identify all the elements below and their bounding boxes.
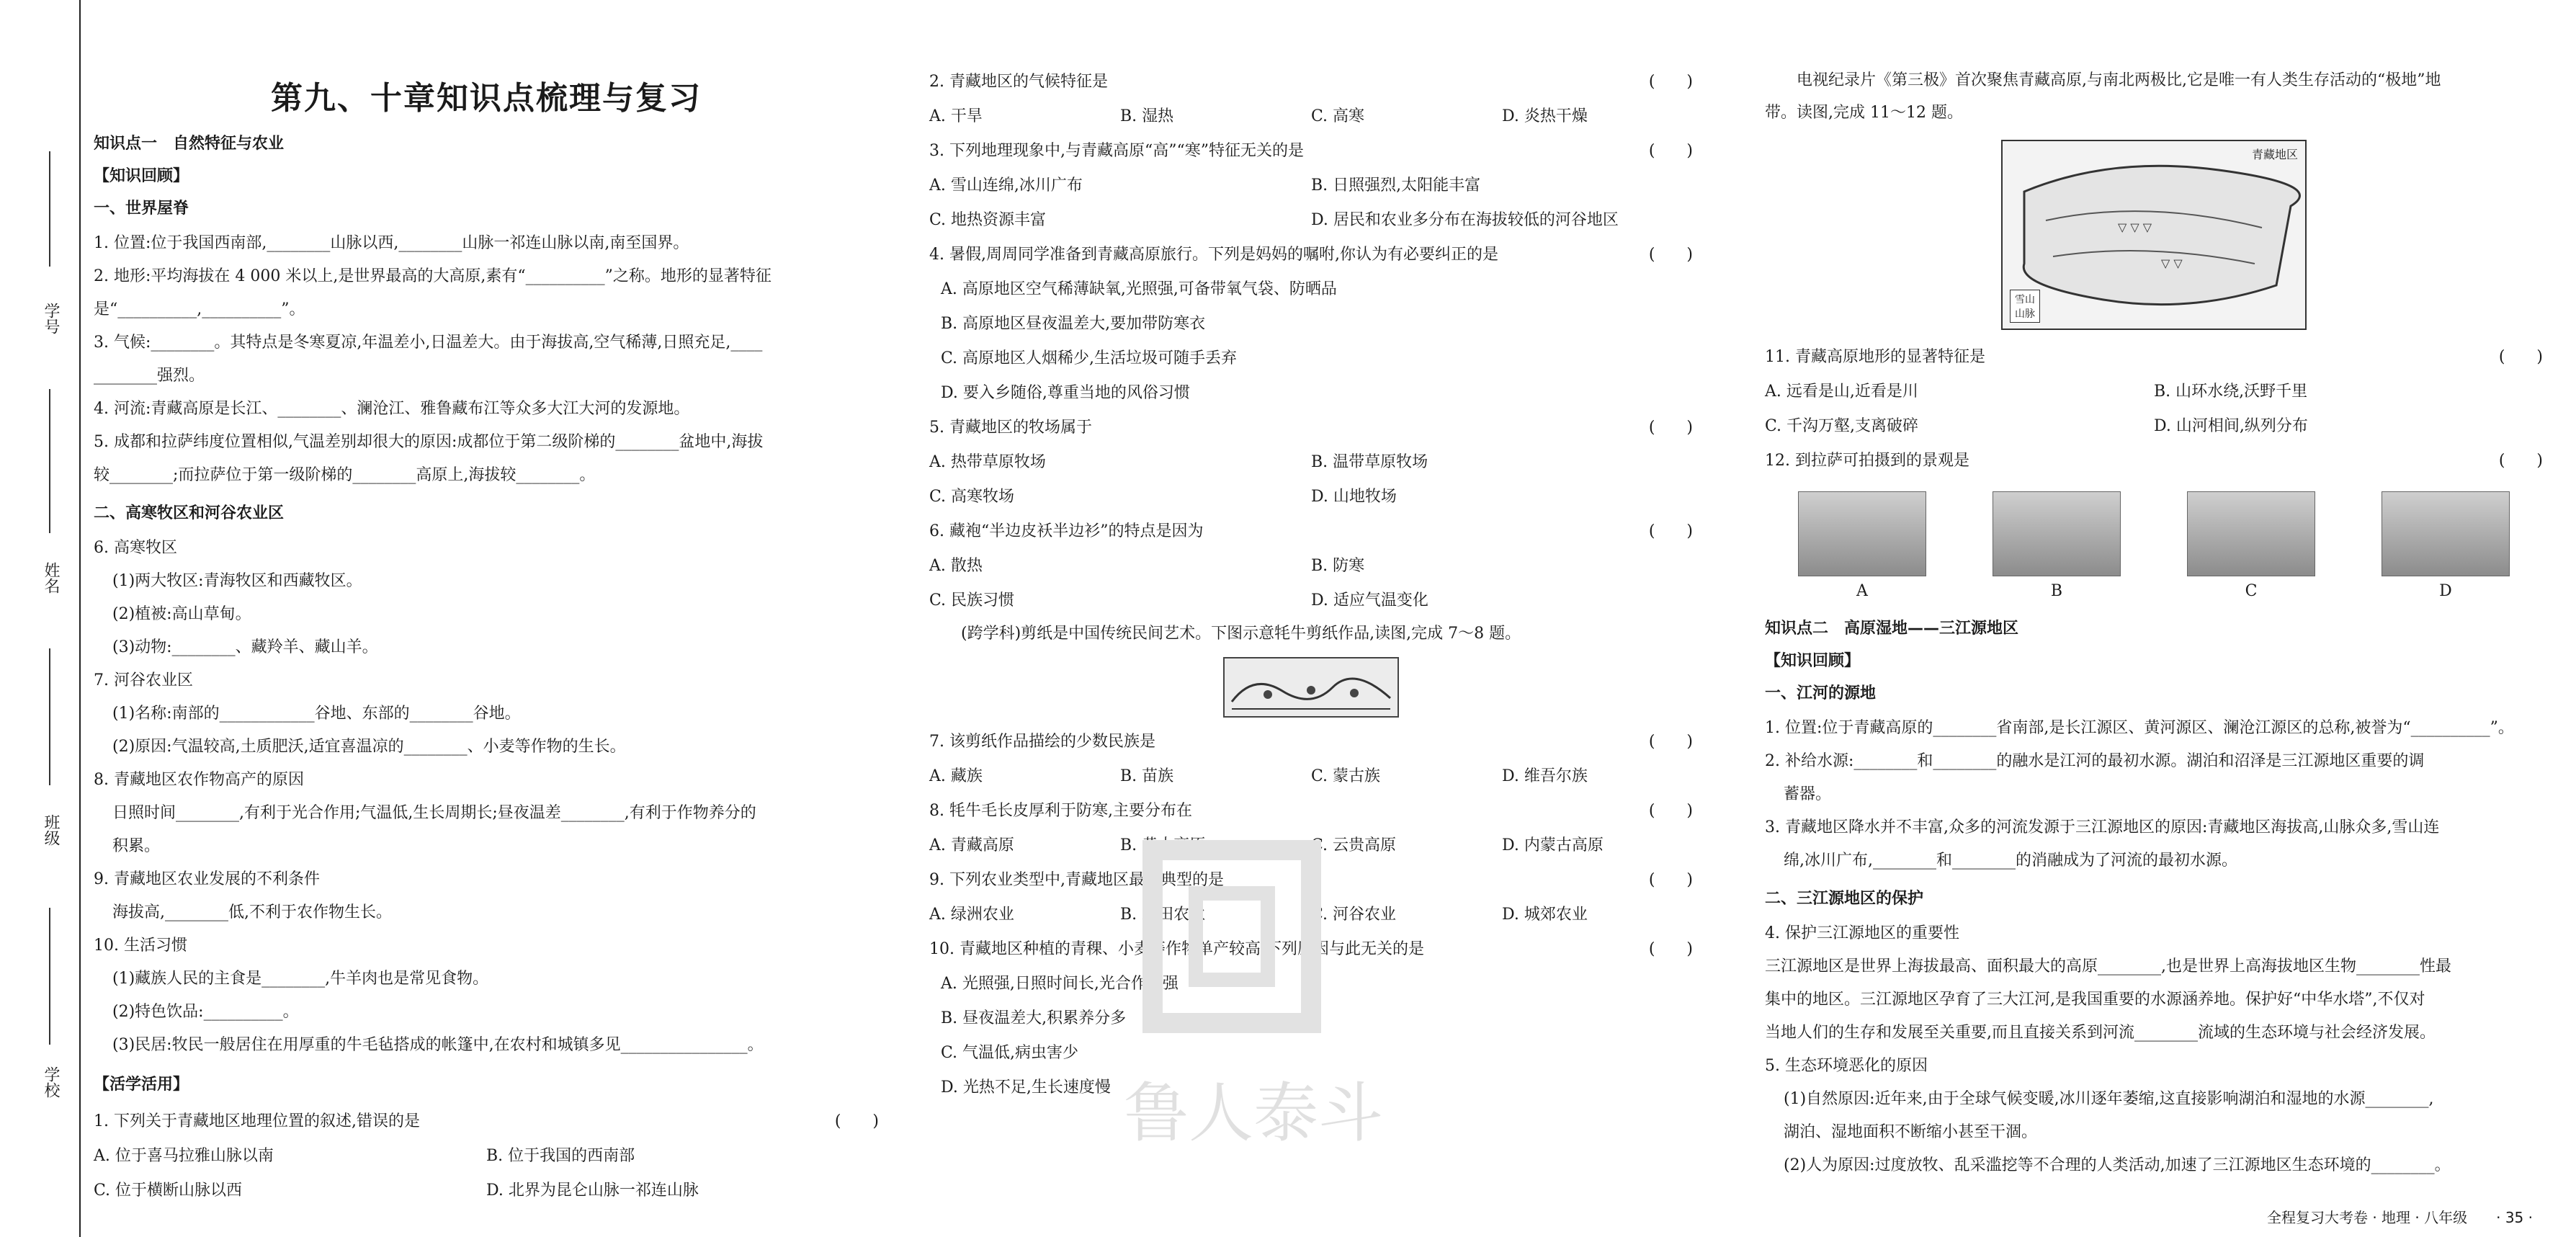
knowledge-line: 1. 位置:位于青藏高原的________省南部,是长江源区、黄河源区、澜沧江源区的总称,被誉为“__________”。 (1765, 719, 2514, 737)
option-b[interactable]: B. 黄土高原 (1120, 836, 1206, 854)
landscape-photos (1765, 491, 2543, 576)
option-d[interactable]: D. 居民和农业多分布在海拔较低的河谷地区 (1311, 211, 1619, 229)
knowledge-line: 5. 成都和拉萨纬度位置相似,气温差别却很大的原因:成都位于第二级阶梯的________盆地中,海拔 (94, 433, 764, 451)
question-text: 9. 下列农业类型中,青藏地区最为典型的是 (929, 871, 1224, 889)
option-c[interactable]: C. 高寒 (1311, 107, 1365, 125)
answer-paren[interactable]: ( ) (834, 1112, 879, 1130)
knowledge-line: (1)名称:南部的____________谷地、东部的________谷地。 (112, 705, 521, 723)
knowledge-line: (2)原因:气温较高,土质肥沃,适宜喜温凉的________、小麦等作物的生长。 (112, 738, 626, 756)
svg-text:▽ ▽ ▽: ▽ ▽ ▽ (2118, 220, 2152, 234)
option-b[interactable]: B. 苗族 (1120, 767, 1174, 785)
answer-paren[interactable]: ( ) (1648, 871, 1693, 889)
photo-label-c: C (2245, 582, 2258, 600)
legend-mountain: 山脉 (2015, 308, 2035, 320)
knowledge-line: 较________;而拉萨位于第一级阶梯的________高原上,海拔较________。 (94, 466, 596, 484)
question-text: 1. 下列关于青藏地区地理位置的叙述,错误的是 (94, 1112, 420, 1130)
question-3 (929, 134, 1693, 169)
knowledge-line: 2. 补给水源:________和________的融水是江河的最初水源。湖泊和沼泽是三江源地区重要的调 (1765, 752, 2425, 770)
question-5 (929, 411, 1693, 445)
option-a[interactable]: A. 热带草原牧场 (929, 453, 1046, 471)
knowledge-line: 10. 生活习惯 (94, 937, 187, 955)
option-d[interactable]: D. 炎热干燥 (1502, 107, 1588, 125)
option-a[interactable]: A. 雪山连绵,冰川广布 (929, 177, 1083, 195)
column-1 (94, 0, 879, 1208)
photo-labels (1765, 582, 2543, 600)
knowledge-line: 当地人们的生存和发展至关重要,而且直接关系到河流________流域的生态环境与社会经济发展。 (1765, 1024, 2436, 1042)
knowledge-line: ________强烈。 (94, 367, 205, 385)
photo-c[interactable] (2187, 491, 2315, 576)
question-2-options (929, 99, 1693, 134)
option-d[interactable]: D. 山地牧场 (1311, 488, 1397, 506)
knowledge-line: 6. 高寒牧区 (94, 539, 177, 557)
review-heading: 【知识回顾】 (94, 167, 189, 185)
option-c[interactable]: C. 河谷农业 (1311, 906, 1397, 924)
answer-paren[interactable]: ( ) (1648, 419, 1693, 437)
option-b[interactable]: B. 高原地区昼夜温差大,要加带防寒衣 (941, 315, 1206, 333)
option-c[interactable]: C. 气温低,病虫害少 (941, 1044, 1079, 1062)
question-12 (1765, 444, 2543, 478)
question-text: 7. 该剪纸作品描绘的少数民族是 (929, 733, 1155, 751)
svg-text:▽ ▽: ▽ ▽ (2161, 256, 2183, 270)
apply-heading: 【活学活用】 (94, 1076, 189, 1094)
knowledge-point-1-heading: 知识点一 自然特征与农业 (94, 135, 285, 153)
option-a[interactable]: A. 散热 (929, 557, 983, 575)
binding-margin (0, 0, 81, 1237)
knowledge-point-2-heading: 知识点二 高原湿地——三江源地区 (1765, 620, 2019, 638)
question-text: 3. 下列地理现象中,与青藏高原“高”“寒”特征无关的是 (929, 142, 1304, 160)
knowledge-line: 绵,冰川广布,________和________的消融成为了河流的最初水源。 (1784, 852, 2237, 870)
option-d[interactable]: D. 山河相间,纵列分布 (2154, 417, 2308, 435)
intro-11-12-cont: 带。读图,完成 11～12 题。 (1765, 104, 1963, 122)
student-id-label: 学号 (42, 303, 60, 334)
question-8 (929, 794, 1693, 829)
question-text: 6. 藏袍“半边皮袄半边衫”的特点是因为 (929, 522, 1204, 540)
option-c[interactable]: C. 高寒牧场 (929, 488, 1015, 506)
intro-7-8: (跨学科)剪纸是中国传统民间艺术。下图示意牦牛剪纸作品,读图,完成 7～8 题。 (961, 625, 1521, 643)
class-line (49, 648, 50, 785)
option-b[interactable]: B. 位于我国的西南部 (486, 1147, 635, 1165)
option-c[interactable]: C. 位于横断山脉以西 (94, 1182, 243, 1200)
name-line (49, 389, 50, 533)
photo-label-a: A (1856, 582, 1868, 600)
review-heading: 【知识回顾】 (1765, 652, 1861, 670)
option-a[interactable]: A. 远看是山,近看是川 (1765, 383, 1918, 401)
watermark-text: 鲁人泰斗 (1124, 1076, 1383, 1151)
school-line (49, 908, 50, 1045)
section-heading: 一、世界屋脊 (94, 200, 189, 218)
question-6 (929, 514, 1693, 549)
option-d[interactable]: D. 适应气温变化 (1311, 591, 1428, 609)
option-c[interactable]: C. 地热资源丰富 (929, 211, 1047, 229)
question-5-options (929, 445, 1693, 514)
question-11-options (1765, 375, 2543, 444)
knowledge-line: 3. 气候:________。其特点是冬寒夏凉,年温差小,日温差大。由于海拔高,空气稀薄,日照充足,____ (94, 334, 763, 352)
photo-label-d: D (2439, 582, 2452, 600)
option-d[interactable]: D. 内蒙古高原 (1502, 836, 1604, 854)
school-label: 学校 (42, 1066, 60, 1098)
knowledge-line: (3)动物:________、藏羚羊、藏山羊。 (112, 638, 378, 656)
map-title: 青藏地区 (2251, 148, 2298, 161)
knowledge-line: (1)藏族人民的主食是________,牛羊肉也是常见食物。 (112, 970, 489, 988)
knowledge-line: 4. 保护三江源地区的重要性 (1765, 924, 1959, 942)
section-heading: 二、三江源地区的保护 (1765, 890, 1924, 908)
answer-paren[interactable]: ( ) (2498, 348, 2543, 366)
knowledge-line: 7. 河谷农业区 (94, 671, 193, 689)
knowledge-line: 5. 生态环境恶化的原因 (1765, 1057, 1928, 1075)
column-3 (1765, 65, 2543, 1182)
option-c[interactable]: C. 蒙古族 (1311, 767, 1381, 785)
knowledge-line: 蓄器。 (1784, 785, 1832, 803)
answer-paren[interactable]: ( ) (1648, 940, 1693, 958)
question-11 (1765, 340, 2543, 375)
question-3-options (929, 169, 1693, 238)
option-b[interactable]: B. 防寒 (1311, 557, 1365, 575)
option-b[interactable]: B. 山环水绕,沃野千里 (2154, 383, 2308, 401)
option-b[interactable]: B. 昼夜温差大,积累养分多 (941, 1009, 1127, 1027)
watermark (1124, 829, 1441, 1203)
knowledge-line: 2. 地形:平均海拔在 4 000 米以上,是世界最高的大高原,素有“__________”之称。地形的显著特征 (94, 267, 772, 285)
answer-paren[interactable]: ( ) (1648, 246, 1693, 264)
question-text: 4. 暑假,周周同学准备到青藏高原旅行。下列是妈妈的嘱咐,你认为有必要纠正的是 (929, 246, 1498, 264)
option-a[interactable]: A. 干旱 (929, 107, 983, 125)
section-heading: 二、高寒牧区和河谷农业区 (94, 504, 285, 522)
knowledge-line: (2)人为原因:过度放牧、乱采滥挖等不合理的人类活动,加速了三江源地区生态环境的________。 (1784, 1156, 2451, 1174)
option-d[interactable]: D. 北界为昆仑山脉一祁连山脉 (486, 1182, 699, 1200)
question-6-options (929, 549, 1693, 618)
knowledge-line: (3)民居:牧民一般居住在用厚重的牛毛毡搭成的帐篷中,在农村和城镇多见________________。 (112, 1036, 764, 1054)
option-a[interactable]: A. 位于喜马拉雅山脉以南 (94, 1147, 274, 1165)
option-c[interactable]: C. 千沟万壑,支离破碎 (1765, 417, 1919, 435)
photo-label-b: B (2050, 582, 2063, 600)
question-4 (929, 238, 1693, 272)
photo-d[interactable] (2382, 491, 2510, 576)
page-footer: 全程复习大考卷 · 地理 · 八年级 · 35 · (2266, 1209, 2533, 1226)
question-1-options (94, 1139, 879, 1208)
legend-snow: 雪山 (2015, 294, 2035, 305)
question-text: 11. 青藏高原地形的显著特征是 (1765, 348, 1985, 366)
option-d[interactable]: D. 城郊农业 (1502, 906, 1588, 924)
knowledge-line: 海拔高,________低,不利于农作物生长。 (112, 903, 392, 921)
photo-b[interactable] (1993, 491, 2121, 576)
qinghai-tibet-map (2001, 140, 2307, 330)
knowledge-line: 湖泊、湿地面积不断缩小甚至干涸。 (1784, 1123, 2038, 1141)
knowledge-line: 积累。 (112, 837, 161, 855)
knowledge-line: 4. 河流:青藏高原是长江、________、澜沧江、雅鲁藏布江等众多大江大河的发源地。 (94, 400, 690, 418)
answer-paren[interactable]: ( ) (2498, 452, 2543, 470)
photo-a[interactable] (1798, 491, 1926, 576)
watermark-logo-icon (1124, 829, 1340, 1045)
option-d[interactable]: D. 维吾尔族 (1502, 767, 1588, 785)
option-a[interactable]: A. 高原地区空气稀薄缺氧,光照强,可备带氧气袋、防晒品 (941, 280, 1337, 298)
question-text: 12. 到拉萨可拍摄到的景观是 (1765, 452, 1969, 470)
answer-paren[interactable]: ( ) (1648, 802, 1693, 820)
knowledge-line: (1)两大牧区:青海牧区和西藏牧区。 (112, 572, 362, 590)
name-label: 姓名 (42, 562, 60, 594)
option-a[interactable]: A. 绿洲农业 (929, 906, 1014, 924)
section-heading: 一、江河的源地 (1765, 684, 1877, 702)
student-id-line (49, 151, 50, 267)
option-d[interactable]: D. 要入乡随俗,尊重当地的风俗习惯 (941, 384, 1190, 402)
knowledge-line: 集中的地区。三江源地区孕育了三大江河,是我国重要的水源涵养地。保护好“中华水塔”,不仅对 (1765, 991, 2425, 1009)
map-figure (2003, 141, 2305, 329)
question-text: 8. 牦牛毛长皮厚利于防寒,主要分布在 (929, 802, 1192, 820)
knowledge-line: 三江源地区是世界上海拔最高、面积最大的高原________,也是世界上高海拔地区生物________性最 (1765, 957, 2451, 975)
option-b[interactable]: B. 水田农业 (1120, 906, 1206, 924)
question-text: 5. 青藏地区的牧场属于 (929, 419, 1092, 437)
question-text: 10. 青藏地区种植的青稞、小麦等作物单产较高,下列原因与此无关的是 (929, 940, 1424, 958)
answer-paren[interactable]: ( ) (1648, 142, 1693, 160)
option-a[interactable]: A. 青藏高原 (929, 836, 1014, 854)
knowledge-line: (2)植被:高山草甸。 (112, 605, 251, 623)
option-c[interactable]: C. 民族习惯 (929, 591, 1015, 609)
knowledge-line: 是“__________,__________”。 (94, 300, 305, 318)
yak-papercut-image (1223, 657, 1399, 718)
option-a[interactable]: A. 藏族 (929, 767, 983, 785)
question-2 (929, 65, 1693, 99)
answer-paren[interactable]: ( ) (1648, 73, 1693, 91)
page-title: 第九、十章知识点梳理与复习 (271, 80, 702, 117)
option-d[interactable]: D. 光热不足,生长速度慢 (941, 1079, 1111, 1097)
knowledge-line: (1)自然原因:近年来,由于全球气候变暖,冰川逐年萎缩,这直接影响湖泊和湿地的水源________, (1784, 1090, 2434, 1108)
question-text: 2. 青藏地区的气候特征是 (929, 73, 1108, 91)
knowledge-line: 3. 青藏地区降水并不丰富,众多的河流发源于三江源地区的原因:青藏地区海拔高,山脉众多,雪山连 (1765, 818, 2440, 836)
option-b[interactable]: B. 日照强烈,太阳能丰富 (1311, 177, 1481, 195)
class-label: 班级 (42, 814, 60, 846)
answer-paren[interactable]: ( ) (1648, 733, 1693, 751)
answer-paren[interactable]: ( ) (1648, 522, 1693, 540)
option-b[interactable]: B. 温带草原牧场 (1311, 453, 1428, 471)
knowledge-line: (2)特色饮品:__________。 (112, 1003, 299, 1021)
option-c[interactable]: C. 高原地区人烟稀少,生活垃圾可随手丢弃 (941, 349, 1238, 367)
question-1 (94, 1104, 879, 1139)
option-a[interactable]: A. 光照强,日照时间长,光合作用强 (941, 975, 1179, 993)
knowledge-line: 日照时间________,有利于光合作用;气温低,生长周期长;昼夜温差________,有利于作物养分的 (112, 804, 756, 822)
knowledge-line: 9. 青藏地区农业发展的不利条件 (94, 870, 320, 888)
option-b[interactable]: B. 湿热 (1120, 107, 1174, 125)
knowledge-line: 8. 青藏地区农作物高产的原因 (94, 771, 304, 789)
question-7 (929, 725, 1693, 759)
question-7-options (929, 759, 1693, 794)
option-c[interactable]: C. 云贵高原 (1311, 836, 1397, 854)
knowledge-line: 1. 位置:位于我国西南部,________山脉以西,________山脉一祁连山脉以南,南至国界。 (94, 234, 689, 252)
map-legend (2010, 290, 2040, 323)
intro-11-12: 电视纪录片《第三极》首次聚焦青藏高原,与南北两极比,它是唯一有人类生存活动的“极地”地 (1797, 71, 2441, 89)
